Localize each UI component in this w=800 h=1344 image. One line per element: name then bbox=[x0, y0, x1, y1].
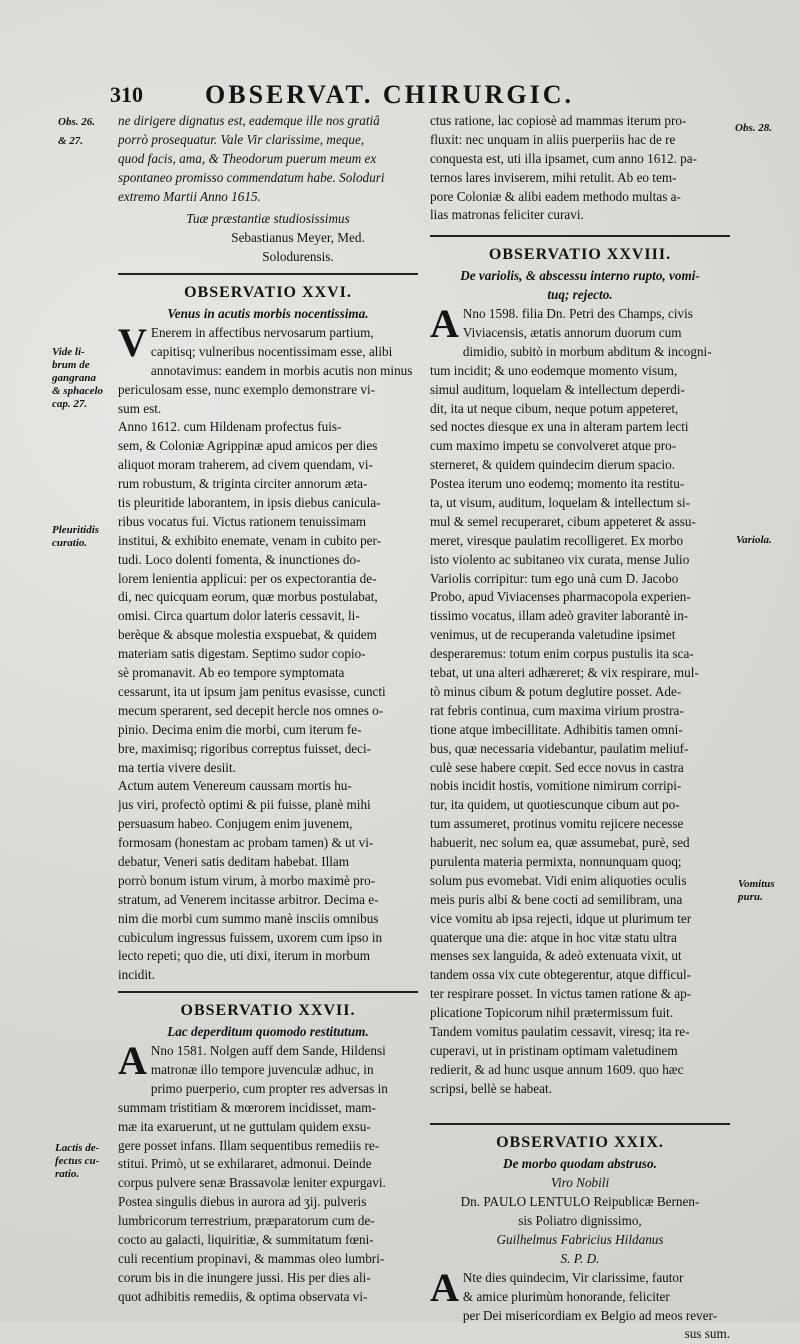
page-number: 310 bbox=[110, 82, 143, 107]
margin-note-vide-librum: Vide li- brum de gangrana & sphacelo cap. 27. bbox=[52, 346, 104, 410]
drop-cap: A bbox=[118, 1038, 147, 1084]
section-rule bbox=[430, 235, 730, 237]
letter-closing: ne dirigere dignatus est, eademque ille nos gratiâ porrò prosequatur. Vale Vir clarissime, meque, quod facis, ama, & Theodorum puerum meum ex spontaneo promisso commendatum habe. Soloduri extremo Martii Anno 1615. bbox=[118, 113, 385, 204]
running-head: OBSERVAT. CHIRURGIC. bbox=[205, 80, 574, 109]
drop-cap: A bbox=[430, 301, 459, 347]
margin-note-variola: Variola. bbox=[736, 534, 772, 546]
obs29-subtitle: De morbo quodam abstruso. bbox=[503, 1156, 657, 1172]
drop-cap: V bbox=[118, 320, 147, 366]
obs26-subtitle: Venus in acutis morbis nocentissima. bbox=[167, 306, 369, 322]
signature-block: Tuæ præstantiæ studiosissimus Sebastianus Meyer, Med. Solodurensis. bbox=[186, 211, 365, 265]
obs29-body: A Nte dies quindecim, Vir clarissime, fautor & amice plurimùm honorande, feliciter per Dei misericordiam ex Belgio ad meos rever- sus sum. bbox=[430, 1264, 730, 1342]
obs26-body: V Enerem in affectibus nervosarum partium, capitisq; vulneribus nocentissimam esse, alibi annotavimus: eandem in morbis acutis non minus periculosam esse, nunc exemplo demonstrare vi- sum est. Anno 1612. cum Hildenam profectus fuis- sem, & Coloniæ Agrippinæ apud amicos per dies aliquot moram traherem, ad civem quendam, vi- rum robustum, & triginta circiter annorum æta- tis pleuritide laborantem, in ipsis diebus canicula- ribus vocatus fui. Victus rationem tenuissimam institui, & exhibito enemate, venam in cubito per- tudi. Loco dolenti fomenta, & inunctiones do- lorem lenientia applicui: per os expectorantia de- di, nec quicquam eorum, quæ morbus postulabat, omisi. Circa quartum dolor lateris cessavit, li- berèque & absque molestia exspuebat, & quidem materiam satis digestam. Septimo sudor copio- sè promanavit. Ab eo tempore symptomata cessarunt, ita ut ipsum jam penitus evasisse, cuncti mecum sperarent, sed decepit hercle nos omnes o- pinio. Decima enim die morbi, cum iterum fe- bre, maximisq; rigoribus correptus fuisset, deci- ma tertia vivere desiit. Actum autem Venereum caussam mortis hu- jus viri, profectò optimi & pii fuisse, planè mihi persuasum habeo. Conjugem enim juvenem, formosam (honestam ac probam tamen) & ut vi- debatur, Veneri satis deditam habebat. Illam porrò bonum istum virum, à morbo maximè pro- stratum, ad Venerem incitasse arbitror. Decima e- nim die morbi cum summo manè insciis omnibus cubiculum ingressus fuissem, uxorem cum ipso in lecto repeti; quo die, uti dixi, iterum in morbum incidit. bbox=[118, 320, 413, 983]
page-header bbox=[100, 82, 660, 112]
obs28-title: OBSERVATIO XXVIII. bbox=[488, 246, 672, 264]
obs27-body: A Nno 1581. Nolgen auff dem Sande, Hildensi matronæ illo tempore juvenculæ adhuc, in primo puerperio, cum propter res adversas in summam tristitiam & mœrorem incidisset, mam- mæ ita exaruerunt, ut ne guttulam quidem exsu- gere posset infans. Illam sequentibus remediis re- stitui. Primò, ut se exhilararet, admonui. Deinde corpus pulvere senæ Brassavolæ leniter expurgavi. Postea singulis diebus in aurora ad ʒij. pulveris lumbricorum terrestrium, præparatorum cum de- cocto au galacti, liquiritiæ, & summitatum fœni- culi recentium propinavi, & mammas oleo lumbri- corum bis in die inungere jussi. His per dies ali- quot adhibitis remediis, & optima observata vi- bbox=[118, 1038, 388, 1304]
margin-note-lactis: Lactis de- fectus cu- ratio. bbox=[55, 1142, 100, 1180]
obs27-title: OBSERVATIO XXVII. bbox=[180, 1002, 356, 1020]
obs28-body: A Nno 1598. filia Dn. Petri des Champs, civis Viviacensis, ætatis annorum duorum cum dimidio, subitò in morbum abditum & incogni- tum incidit; & uno eodemque momento visum, simul auditum, loquelam & intellectum deperdi- dit, ita ut neque cibum, neque potum appeteret, sed noctes diesque ex una in alteram partem lecti cum maximo impetu se convolveret atque pro- sterneret, & quidem quindecim dierum spacio. Postea iterum uno eodemq; momento ita restitu- ta, ut visum, auditum, loquelam & intellectum si- mul & semel recuperaret, cibum appeteret & assu- meret, viresque paulatim recolligeret. Ex morbo isto violento ac subitaneo vix curata, mense Julio Variolis corripitur: tum ego unà cum D. Jacobo Probo, apud Viviacenses pharmacopola experien- tissimo vocatus, illam adeò graviter laborantè in- venimus, ut de recuperanda valetudine ipsimet desperaremus: totum enim corpus pustulis ita sca- tebat, ut una alteri adhæreret; & vix respirare, mul- tò minus cibum & potum deglutire posset. Ade- rat febris continua, cum maxima virium prostra- tione atque imbecillitate. Adhibitis tamen omni- bus, quæ necessaria videbantur, paulatim meliuf- culè sese habere cœpit. Sed ecce novus in castra nobis incidit hostis, vomitione nimirum corripi- tur, ita quidem, ut quotiescunque cibum aut po- tum assumeret, protinus vomitu rejicere necesse habuerit, nec solum ea, quæ assumebat, purè, sed purulenta materia permixta, nonnunquam quoq; solum pus evomebat. Vidi enim aliquoties oculis meis puris albi & bene cocti ad semilibram, una vice vomitu ab ipsa rejecti, idque ut plurimum ter quaterque una die: atque in hoc vitæ statu ultra menses sex languida, & adeò extenuata vixit, ut tandem ossa vix cute obtegerentur, atque difficul- ter respirare posset. In victus tamen ratione & ap- plicatione Topicorum nihil prætermissum fuit. Tandem vomitus paulatim cessavit, viresq; ita re- cuperavi, ut in pristinam optimam valetudinem redierit, & ad hunc usque annum 1609. quo hæc scripsi, bellè se habeat. bbox=[430, 301, 712, 1096]
section-rule bbox=[118, 273, 418, 275]
section-rule bbox=[430, 1123, 730, 1125]
obs27-subtitle: Lac deperditum quomodo restitutum. bbox=[167, 1024, 369, 1040]
margin-note-obs-28: Obs. 28. bbox=[735, 122, 772, 134]
obs29-title: OBSERVATIO XXIX. bbox=[496, 1134, 664, 1152]
left-column bbox=[118, 112, 418, 1307]
margin-note-obs-26-27: Obs. 26. & 27. bbox=[58, 116, 95, 147]
section-rule bbox=[118, 991, 418, 993]
drop-cap: A bbox=[430, 1264, 459, 1310]
right-column bbox=[430, 112, 730, 1344]
obs26-title: OBSERVATIO XXVI. bbox=[184, 284, 352, 302]
obs28-subtitle: De variolis, & abscessu interno rupto, vomi- tuq; rejecto. bbox=[460, 268, 700, 303]
margin-note-pleuritidis: Pleuritidis curatio. bbox=[52, 524, 100, 549]
obs27-continuation: ctus ratione, lac copiosè ad mammas iterum pro- fluxit: nec unquam in aliis puerperiis hac de re conquesta est, uti illa ipsamet, cum anno 1612. pa- ternos lares inviserem, mihi retulit. Ab eo tem- pore Coloniæ & alibi eadem methodo multas a- lias matronas feliciter curavi. bbox=[430, 113, 697, 223]
obs29-address: Viro Nobili Dn. PAULO LENTULO Reipublicæ Bernen- sis Poliatro dignissimo, Guilhelmus Fabricius Hildanus S. P. D. bbox=[460, 1175, 700, 1266]
margin-note-vomitus: Vomitus puru. bbox=[738, 878, 775, 903]
